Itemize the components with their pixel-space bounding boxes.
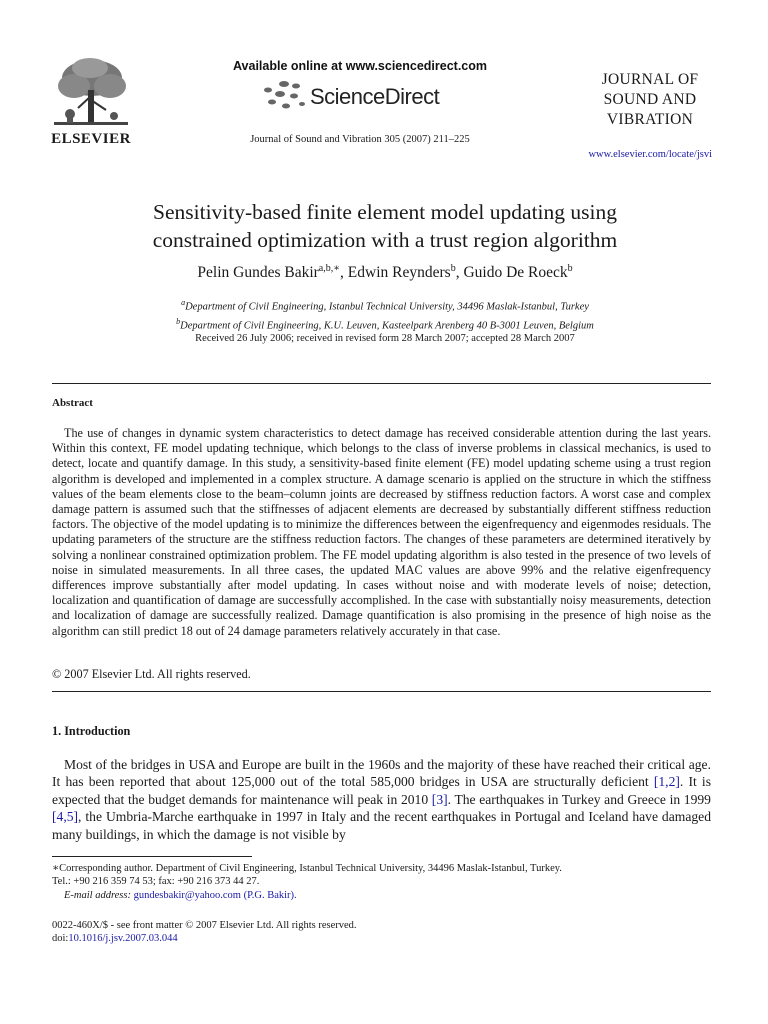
sciencedirect-dots-icon xyxy=(258,80,308,112)
affiliation xyxy=(60,296,710,315)
section-heading-introduction: 1. Introduction xyxy=(52,724,131,738)
corresponding-author-note: ∗Corresponding author. Department of Civil Engineering, Istanbul Technical University, 34496 Maslak-Istanbul, Turkey. xyxy=(52,863,562,874)
email-label: E-mail address: xyxy=(64,889,131,901)
front-matter xyxy=(52,919,711,946)
paper-title xyxy=(60,198,710,254)
journal-reference: Journal of Sound and Vibration 305 (2007) 211–225 xyxy=(250,134,470,145)
author-name: Guido De Roeck xyxy=(463,264,568,282)
affiliation xyxy=(60,315,710,334)
citation-link[interactable]: [3] xyxy=(431,791,448,807)
publisher-name: ELSEVIER xyxy=(51,131,131,147)
available-online-text: Available online at www.sciencedirect.com xyxy=(232,59,488,73)
journal-url-link[interactable]: www.elsevier.com/locate/jsvi xyxy=(588,149,712,160)
email-link[interactable]: gundesbakir@yahoo.com (P.G. Bakir). xyxy=(133,889,297,901)
author-name: Pelin Gundes Bakir xyxy=(197,264,319,282)
journal-name-line: VIBRATION xyxy=(606,111,694,128)
divider-bottom xyxy=(52,691,711,692)
author-separator: , xyxy=(340,264,348,282)
footnote-divider xyxy=(52,856,252,857)
intro-text-segment: Most of the bridges in USA and Europe are built in the 1960s and the majority of these have reached their critical age. It has been reported that about 125,000 out of the total 585,000 bridges in USA are structurally deficient xyxy=(52,757,711,790)
author-name: Edwin Reynders xyxy=(347,264,451,282)
affiliation-marker: a xyxy=(181,298,186,307)
doi-link[interactable]: 10.1016/j.jsv.2007.03.044 xyxy=(68,933,178,945)
contact-phone-fax: Tel.: +90 216 359 74 53; fax: +90 216 373 44 27. xyxy=(52,876,260,888)
title-line: constrained optimization with a trust region algorithm xyxy=(152,228,618,252)
author-affiliation-marker: b xyxy=(567,263,573,274)
intro-text-segment: . The earthquakes in Turkey and Greece in 1999 xyxy=(447,791,711,807)
title-line: Sensitivity-based finite element model updating using xyxy=(153,200,617,224)
affiliations xyxy=(60,296,710,333)
received-dates: Received 26 July 2006; received in revised form 28 March 2007; accepted 28 March 2007 xyxy=(195,333,575,344)
citation-link[interactable]: [1,2] xyxy=(653,774,680,790)
author-affiliation-marker: b xyxy=(450,263,456,274)
issn-line: 0022-460X/$ - see front matter © 2007 Elsevier Ltd. All rights reserved. xyxy=(52,920,357,931)
abstract-text: The use of changes in dynamic system characteristics to detect damage has received considerable attention during the last years. Within this context, FE model updating technique, which belongs to the class of inverse problems in classical mechanics, is used to detect, locate and quantify damage. In this study, a sensitivity-based finite element (FE) model updating scheme using a trust region algorithm is developed and implemented in a complex structure. A damage scenario is applied on the structure in which the stiffness values of the beam elements close to the beam–column joints are decreased by stiffness reduction factors. A worst case and complex damage pattern is assumed such that the stiffnesses of adjacent elements are decreased by substantially different stiffness reduction factors. The objective of the model updating is to minimize the differences between the eigenfrequency and eigenmodes residuals. The updating parameters of the structure are the stiffness reduction factors. The changes of these parameters are determined iteratively by solving a nonlinear constrained optimization problem. The FE model updating algorithm is also tested in the presence of two levels of noise in simulated measurements. In all three cases, the updated MAC values are above 99% and the relative eigenfrequency differences improve substantially after model updating. In cases without noise and with moderate levels of noise; detection, localization and quantification of damage are successfully accomplished. In the case with substantially noisy measurements, detection and localization of damage are successfully realized. Damage quantification is also promising in the presence of high noise as the algorithm can still predict 18 out of 24 damage parameters relatively accurately in that case. xyxy=(52,426,711,638)
affiliation-marker: b xyxy=(176,316,181,326)
citation-link[interactable]: [4,5] xyxy=(52,809,79,825)
journal-name-line: SOUND AND xyxy=(603,91,697,108)
author-affiliation-marker: a,b,∗ xyxy=(318,263,341,274)
elsevier-tree-logo xyxy=(50,56,132,136)
intro-text-segment: . It is expected that the budget demands for maintenance will peak in 2010 xyxy=(52,774,711,807)
doi-line xyxy=(52,932,711,945)
footnotes xyxy=(52,862,711,902)
doi-label: doi: xyxy=(52,933,69,945)
intro-text-segment: , the Umbria-Marche earthquake in 1997 in Italy and the recent earthquakes in Portugal and Iceland have damaged many buildings, in which the damage is not visible by xyxy=(52,809,711,842)
author-separator: , xyxy=(455,264,464,282)
abstract-heading: Abstract xyxy=(52,397,93,409)
author-list xyxy=(60,263,710,282)
journal-name-line: JOURNAL OF xyxy=(601,71,699,88)
abstract-copyright: © 2007 Elsevier Ltd. All rights reserved. xyxy=(52,667,251,681)
affiliation-text: Department of Civil Engineering, Istanbul Technical University, 34496 Maslak-Istanbul, Turkey xyxy=(185,301,589,313)
affiliation-text: Department of Civil Engineering, K.U. Leuven, Kasteelpark Arenberg 40 B-3001 Leuven, Belgium xyxy=(180,320,594,331)
sciencedirect-wordmark: ScienceDirect xyxy=(310,84,440,109)
divider-top xyxy=(52,383,711,384)
introduction-paragraph xyxy=(52,756,711,843)
journal-name xyxy=(585,70,715,130)
email-line xyxy=(52,889,711,902)
